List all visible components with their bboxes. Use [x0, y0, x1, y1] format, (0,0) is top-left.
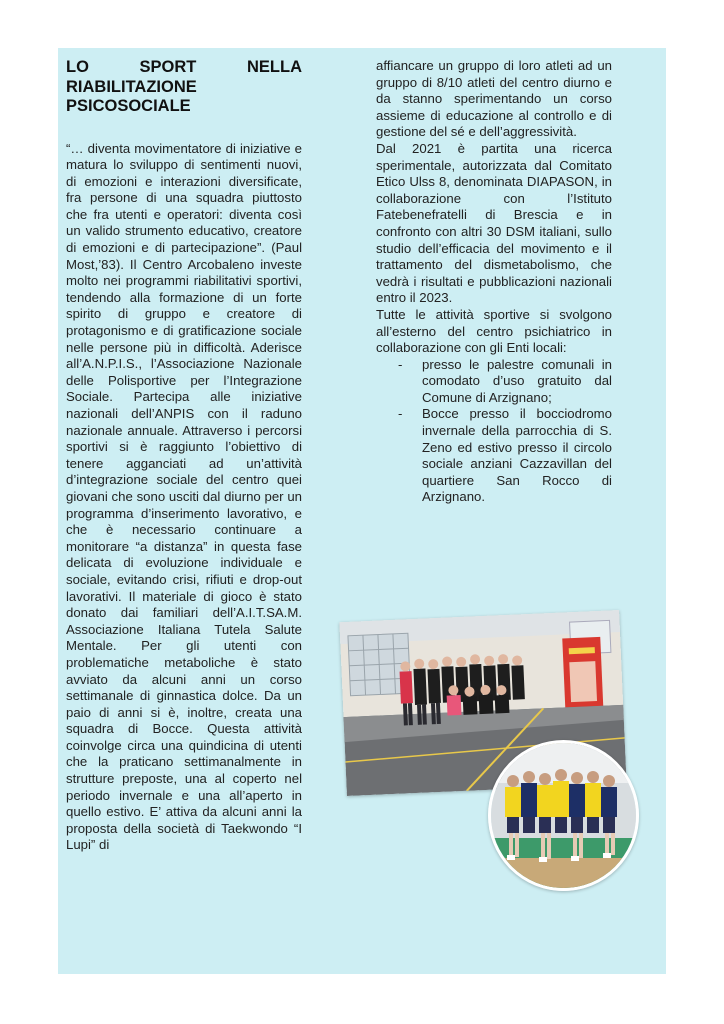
- left-body-text: “… diventa movimentatore di iniziative e matura lo sviluppo di sentimenti nuovi, di emozioni e interazioni diversificate, fra persone di una squadra piuttosto che fra utenti e operatori: diventa così un valido strumento educativo, creatore di emozioni e di partecipazione”. (Paul Most,’83). Il Centro Arcobaleno investe molto nei programmi riabilitativi sportivi, tendendo alla formazione di un forte spirito di gruppo e creatore di protagonismo e di gratificazione sociale nelle persone più in difficoltà. Aderisce all’A.N.P.I.S., l’Associazione Nazionale delle Polisportive per l’Integrazione Sociale. Partecipa alle iniziative nazionali dell’ANPIS con il raduno nazionale annuale. Attraverso i percorsi sportivi si è raggiunto l’obiettivo di tenere agganciati ad un’attività d’integrazione sociale del centro quei giovani che sono usciti dal diurno per un programma d’inserimento lavorativo, e che è necessario continuare a monitorare “a distanza” in questa fase delicata di evoluzione individuale e sociale, evitando crisi, rifiuti e drop-out lavorativi. Il materiale di gioco è stato donato dai familiari dell’A.I.T.SA.M. Associazione Italiana Tutela Salute Mentale. Per gli utenti con problematiche metaboliche è stato avviato da alcuni anni un corso settimanale di ginnastica dolce. Da un paio di anni si è, inoltre, creata una squadra di Bocce. Questa attività coinvolge circa una quindicina di utenti che la praticano settimanalmente in strutture preposte, una al coperto nel periodo invernale e una all’aperto in quello estivo. E’ attiva da alcuni anni la proposta della società di Taekwondo “I Lupi” di: [66, 140, 302, 853]
- venue-list: [376, 357, 612, 506]
- bullet-dash: -: [398, 406, 403, 422]
- right-body-text-3: Tutte le attività sportive si svolgono all’esterno del centro psichiatrico in collaborazione con gli Enti locali:: [376, 306, 612, 356]
- team-huddle-photo: [488, 740, 639, 891]
- list-item: [398, 406, 612, 506]
- team-huddle-photo-image: [491, 743, 636, 888]
- right-body-text-2: Dal 2021 è partita una ricerca sperimentale, autorizzata dal Comitato Etico Ulss 8, denominata DIAPASON, in collaborazione con l’Istituto Fatebenefratelli di Brescia e in confronto con altri 30 DSM italiani, sullo studio dell’efficacia del movimento e il trattamento del dismetabolismo, che vedrà i risultati e pubblicazioni nazionali entro il 2023.: [376, 140, 612, 306]
- right-column: [376, 58, 612, 506]
- list-item-text: Bocce presso il bocciodromo invernale della parrocchia di S. Zeno ed estivo presso il circolo sociale anziani Cazzavillan del quartiere San Rocco di Arzignano.: [422, 406, 612, 505]
- right-body-text-1: affiancare un gruppo di loro atleti ad un gruppo di 8/10 atleti del centro diurno e da stanno sperimentando un corso assieme di educazione al controllo e di gestione del sé e dell’aggressività.: [376, 58, 612, 140]
- article-title: LO SPORT NELLA RIABILITAZIONE PSICOSOCIALE: [66, 58, 302, 115]
- left-column: [66, 58, 302, 854]
- list-item-text: presso le palestre comunali in comodato d’uso gratuito dal Comune di Arzignano;: [422, 356, 612, 405]
- list-item: [398, 357, 612, 407]
- bullet-dash: -: [398, 356, 403, 372]
